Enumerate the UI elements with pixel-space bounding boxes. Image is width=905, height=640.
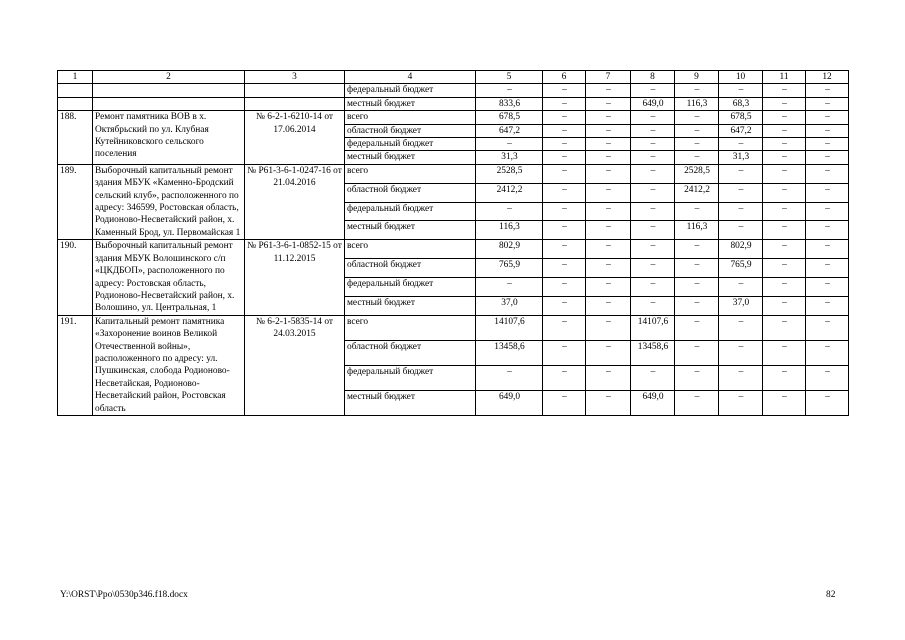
value-cell: –	[806, 97, 849, 110]
value-cell: –	[675, 151, 719, 164]
value-cell: –	[719, 365, 763, 390]
value-cell: 31,3	[476, 151, 543, 164]
value-cell: –	[631, 111, 675, 124]
value-cell: –	[543, 259, 586, 278]
value-cell: –	[806, 183, 849, 202]
funding-source-cell: федеральный бюджет	[345, 84, 476, 97]
funding-source-cell: всего	[345, 164, 476, 183]
funding-source-cell: областной бюджет	[345, 124, 476, 137]
column-header: 9	[675, 71, 719, 84]
value-cell: –	[763, 221, 806, 240]
value-cell: –	[631, 221, 675, 240]
value-cell: –	[806, 111, 849, 124]
value-cell: –	[763, 390, 806, 415]
value-cell: –	[675, 296, 719, 315]
value-cell: –	[719, 340, 763, 365]
column-header: 8	[631, 71, 675, 84]
value-cell: –	[631, 164, 675, 183]
value-cell: –	[631, 202, 675, 221]
value-cell: –	[476, 278, 543, 297]
value-cell: –	[763, 340, 806, 365]
value-cell: –	[543, 183, 586, 202]
value-cell: 37,0	[719, 296, 763, 315]
value-cell: –	[543, 315, 586, 340]
value-cell: –	[631, 278, 675, 297]
table-row	[58, 164, 849, 183]
value-cell: –	[543, 124, 586, 137]
item-name: Выборочный капитальный ремонт здания МБУК «Каменно-Бродский сельский клуб», расположенного по адресу: 346599, Ростовская область, Родионово-Несветайский район, х. Каменный Брод, ул. Первомайская 1	[93, 164, 245, 239]
item-name: Ремонт памятника ВОВ в х. Октябрьский по ул. Клубная Кутейниковского сельского поселения	[93, 111, 245, 165]
name-cell	[93, 84, 245, 97]
value-cell: 2528,5	[476, 164, 543, 183]
value-cell: –	[586, 296, 631, 315]
column-header: 10	[719, 71, 763, 84]
value-cell: 68,3	[719, 97, 763, 110]
value-cell: –	[719, 278, 763, 297]
table-row	[58, 84, 849, 97]
number-cell	[58, 97, 93, 110]
value-cell: –	[543, 278, 586, 297]
funding-source-cell: всего	[345, 240, 476, 259]
value-cell: –	[719, 202, 763, 221]
value-cell: 13458,6	[476, 340, 543, 365]
value-cell: –	[806, 259, 849, 278]
value-cell: –	[763, 278, 806, 297]
value-cell: –	[543, 340, 586, 365]
value-cell: –	[763, 164, 806, 183]
value-cell: –	[763, 296, 806, 315]
value-cell: –	[675, 259, 719, 278]
value-cell: –	[719, 315, 763, 340]
footer-file-path: Y:\ORST\Ppo\0530p346.f18.docx	[60, 590, 188, 600]
value-cell: –	[631, 296, 675, 315]
value-cell: –	[631, 365, 675, 390]
value-cell: –	[675, 240, 719, 259]
item-number: 190.	[58, 240, 93, 315]
column-header: 4	[345, 71, 476, 84]
funding-source-cell: федеральный бюджет	[345, 365, 476, 390]
value-cell: –	[631, 138, 675, 151]
value-cell: –	[631, 240, 675, 259]
value-cell: –	[631, 151, 675, 164]
value-cell: –	[586, 111, 631, 124]
table-row	[58, 97, 849, 110]
value-cell: –	[543, 202, 586, 221]
value-cell: 678,5	[719, 111, 763, 124]
value-cell: –	[631, 84, 675, 97]
footer-page-number: 82	[826, 590, 836, 600]
funding-source-cell: областной бюджет	[345, 259, 476, 278]
value-cell: –	[476, 138, 543, 151]
value-cell: 2412,2	[675, 183, 719, 202]
value-cell: –	[806, 151, 849, 164]
value-cell: 2412,2	[476, 183, 543, 202]
value-cell: –	[586, 164, 631, 183]
value-cell: –	[675, 278, 719, 297]
funding-source-cell: федеральный бюджет	[345, 278, 476, 297]
value-cell: 14107,6	[476, 315, 543, 340]
value-cell: 14107,6	[631, 315, 675, 340]
funding-source-cell: областной бюджет	[345, 340, 476, 365]
value-cell: –	[586, 259, 631, 278]
value-cell: 802,9	[476, 240, 543, 259]
value-cell: –	[675, 202, 719, 221]
funding-source-cell: всего	[345, 111, 476, 124]
value-cell: –	[631, 183, 675, 202]
value-cell: –	[763, 151, 806, 164]
header-row	[58, 71, 849, 84]
value-cell: –	[586, 183, 631, 202]
number-cell	[58, 84, 93, 97]
value-cell: 649,0	[631, 390, 675, 415]
funding-source-cell: всего	[345, 315, 476, 340]
value-cell: –	[806, 296, 849, 315]
value-cell: –	[719, 183, 763, 202]
value-cell: –	[675, 124, 719, 137]
value-cell: –	[586, 240, 631, 259]
funding-source-cell: местный бюджет	[345, 97, 476, 110]
table-row	[58, 315, 849, 340]
column-header: 11	[763, 71, 806, 84]
value-cell: –	[719, 390, 763, 415]
value-cell: –	[763, 202, 806, 221]
value-cell: 647,2	[476, 124, 543, 137]
funding-source-cell: федеральный бюджет	[345, 138, 476, 151]
value-cell: –	[586, 97, 631, 110]
value-cell: 833,6	[476, 97, 543, 110]
item-name: Выборочный капитальный ремонт здания МБУК Волошинского с/п «ЦКДБОП», расположенного по адресу: Ростовская область, Родионово-Несветайский район, х. Волошино, ул. Центральная, 1	[93, 240, 245, 315]
value-cell: –	[586, 151, 631, 164]
funding-source-cell: областной бюджет	[345, 183, 476, 202]
column-header: 5	[476, 71, 543, 84]
name-cell	[93, 97, 245, 110]
value-cell: –	[586, 315, 631, 340]
value-cell: –	[543, 390, 586, 415]
value-cell: –	[476, 202, 543, 221]
value-cell: –	[763, 315, 806, 340]
value-cell: –	[675, 390, 719, 415]
value-cell: –	[806, 138, 849, 151]
item-number: 191.	[58, 315, 93, 415]
value-cell: –	[763, 183, 806, 202]
value-cell: –	[543, 221, 586, 240]
value-cell: –	[806, 202, 849, 221]
value-cell: –	[806, 240, 849, 259]
item-document: № 6-2-1-5835-14 от 24.03.2015	[245, 315, 345, 415]
value-cell: –	[543, 151, 586, 164]
item-document: № Р61-3-6-1-0247-16 от 21.04.2016	[245, 164, 345, 239]
funding-source-cell: местный бюджет	[345, 390, 476, 415]
value-cell: –	[586, 390, 631, 415]
funding-source-cell: местный бюджет	[345, 296, 476, 315]
value-cell: –	[631, 124, 675, 137]
value-cell: –	[586, 365, 631, 390]
value-cell: –	[763, 97, 806, 110]
value-cell: –	[806, 221, 849, 240]
column-header: 12	[806, 71, 849, 84]
value-cell: 765,9	[476, 259, 543, 278]
value-cell: –	[806, 315, 849, 340]
column-header: 3	[245, 71, 345, 84]
value-cell: 116,3	[675, 221, 719, 240]
value-cell: –	[675, 365, 719, 390]
document-cell	[245, 97, 345, 110]
column-header: 1	[58, 71, 93, 84]
value-cell: –	[675, 340, 719, 365]
item-number: 188.	[58, 111, 93, 165]
value-cell: –	[806, 164, 849, 183]
value-cell: –	[763, 111, 806, 124]
value-cell: –	[476, 365, 543, 390]
value-cell: –	[586, 221, 631, 240]
funding-source-cell: федеральный бюджет	[345, 202, 476, 221]
value-cell: –	[631, 259, 675, 278]
value-cell: –	[675, 84, 719, 97]
value-cell: –	[675, 315, 719, 340]
value-cell: 31,3	[719, 151, 763, 164]
funding-source-cell: местный бюджет	[345, 151, 476, 164]
item-number: 189.	[58, 164, 93, 239]
value-cell: 765,9	[719, 259, 763, 278]
value-cell: 802,9	[719, 240, 763, 259]
value-cell: –	[586, 202, 631, 221]
value-cell: 116,3	[476, 221, 543, 240]
table-row	[58, 111, 849, 124]
value-cell: –	[806, 84, 849, 97]
value-cell: –	[586, 124, 631, 137]
value-cell: –	[543, 138, 586, 151]
item-name: Капитальный ремонт памятника «Захоронение воинов Великой Отечественной войны», расположенного по адресу: ул. Пушкинская, слобода Родионово-Несветайская, Родионово-Несветайский район, Ростовская область	[93, 315, 245, 415]
value-cell: 678,5	[476, 111, 543, 124]
value-cell: 649,0	[476, 390, 543, 415]
value-cell: –	[763, 124, 806, 137]
value-cell: –	[719, 164, 763, 183]
value-cell: –	[806, 124, 849, 137]
item-document: № 6-2-1-6210-14 от 17.06.2014	[245, 111, 345, 165]
value-cell: –	[586, 84, 631, 97]
value-cell: 647,2	[719, 124, 763, 137]
value-cell: –	[806, 340, 849, 365]
table-row	[58, 240, 849, 259]
value-cell: –	[586, 340, 631, 365]
value-cell: 649,0	[631, 97, 675, 110]
value-cell: –	[806, 390, 849, 415]
value-cell: –	[675, 111, 719, 124]
budget-table	[57, 70, 849, 416]
value-cell: –	[543, 365, 586, 390]
value-cell: –	[719, 221, 763, 240]
value-cell: –	[763, 240, 806, 259]
value-cell: –	[719, 138, 763, 151]
value-cell: –	[806, 278, 849, 297]
value-cell: –	[543, 97, 586, 110]
funding-source-cell: местный бюджет	[345, 221, 476, 240]
value-cell: –	[543, 164, 586, 183]
value-cell: –	[719, 84, 763, 97]
value-cell: –	[543, 296, 586, 315]
value-cell: –	[763, 138, 806, 151]
column-header: 2	[93, 71, 245, 84]
value-cell: –	[543, 84, 586, 97]
value-cell: –	[675, 138, 719, 151]
value-cell: –	[763, 365, 806, 390]
value-cell: 13458,6	[631, 340, 675, 365]
value-cell: –	[806, 365, 849, 390]
value-cell: –	[763, 259, 806, 278]
item-document: № Р61-3-6-1-0852-15 от 11.12.2015	[245, 240, 345, 315]
value-cell: –	[586, 278, 631, 297]
value-cell: –	[763, 84, 806, 97]
value-cell: 37,0	[476, 296, 543, 315]
value-cell: 116,3	[675, 97, 719, 110]
column-header: 7	[586, 71, 631, 84]
document-cell	[245, 84, 345, 97]
column-header: 6	[543, 71, 586, 84]
value-cell: –	[543, 111, 586, 124]
value-cell: –	[586, 138, 631, 151]
value-cell: 2528,5	[675, 164, 719, 183]
value-cell: –	[543, 240, 586, 259]
value-cell: –	[476, 84, 543, 97]
